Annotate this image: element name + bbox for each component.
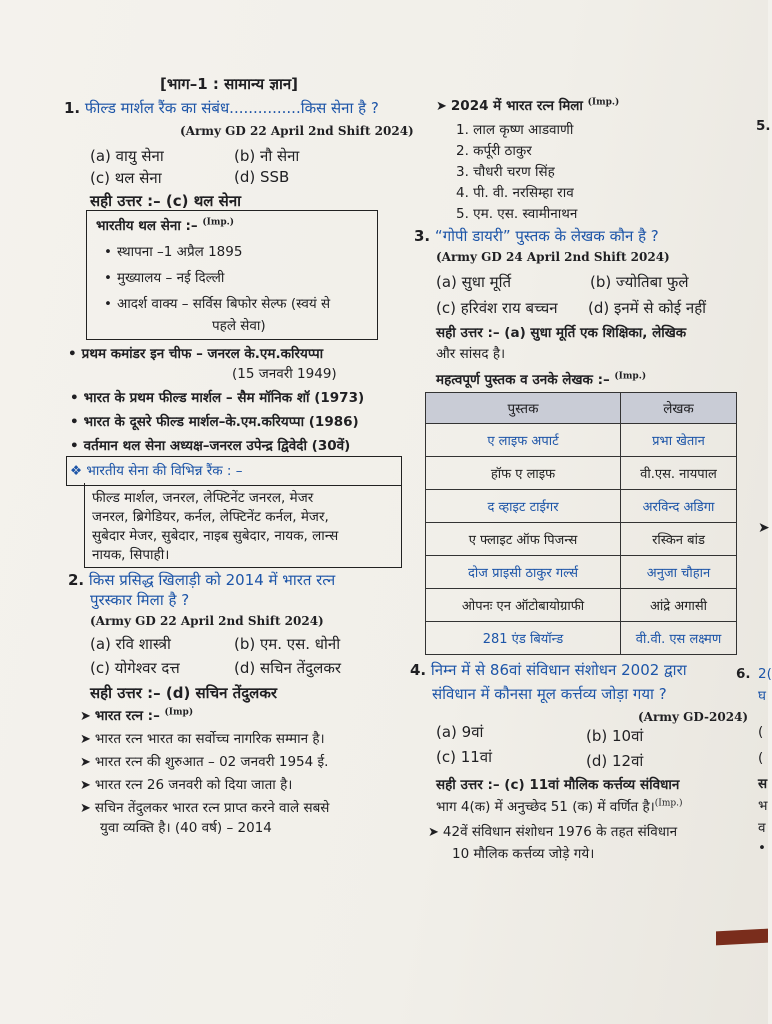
q4-option-b: (b) 10वां xyxy=(586,727,644,745)
q4-option-c: (c) 11वां xyxy=(436,748,493,766)
ranks-line: सुबेदार मेजर, सुबेदार, नाइब सुबेदार, नायक, लान्स xyxy=(92,528,339,544)
q2-answer: सही उत्तर :– (d) सचिन तेंदुलकर xyxy=(90,684,277,702)
army-box-title: भारतीय थल सेना :– $^{(Imp.)}$ xyxy=(96,217,235,234)
table-header-author: लेखक xyxy=(621,393,737,424)
question-2-text: किस प्रसिद्ध खिलाड़ी को 2014 में भारत रत्न xyxy=(88,571,336,589)
q1-option-d: (d) SSB xyxy=(234,168,290,186)
table-row xyxy=(426,490,737,523)
bharat-ratna-2024-item: 5. एम. एस. स्वामीनाथन xyxy=(456,206,578,222)
bharat-ratna-note: ➤ भारत रत्न 26 जनवरी को दिया जाता है। xyxy=(80,777,293,793)
author-cell: अनुजा चौहान xyxy=(621,556,737,589)
author-cell: प्रभा खेतान xyxy=(621,424,737,457)
next-column-fragment: 2( xyxy=(758,666,772,682)
torn-edge-decoration xyxy=(716,929,768,946)
question-4-text-cont: संविधान में कौनसा मूल कर्त्तव्य जोड़ा गया ? xyxy=(432,685,667,703)
q1-option-a: (a) वायु सेना xyxy=(90,147,164,165)
bharat-ratna-2024-item: 1. लाल कृष्ण आडवाणी xyxy=(456,122,574,138)
question-4: 4. निम्न में से 86वां संविधान संशोधन 2002 द्वारा xyxy=(410,661,687,679)
question-1-source: (Army GD 22 April 2nd Shift 2024) xyxy=(180,124,414,138)
next-column-fragment: व xyxy=(758,820,766,836)
bharat-ratna-2024-item: 2. कर्पूरी ठाकुर xyxy=(456,143,532,159)
q1-option-c: (c) थल सेना xyxy=(90,169,162,187)
books-table xyxy=(425,392,737,655)
table-row xyxy=(426,457,737,490)
q1-answer: सही उत्तर :– (c) थल सेना xyxy=(90,192,242,210)
question-2-source: (Army GD 22 April 2nd Shift 2024) xyxy=(90,614,324,628)
book-cell: ओपनः एन ऑटोबायोग्राफी xyxy=(426,589,621,622)
bharat-ratna-note: ➤ सचिन तेंदुलकर भारत रत्न प्राप्त करने वाले सबसे xyxy=(80,800,330,816)
author-cell: अरविन्द अडिगा xyxy=(621,490,737,523)
next-column-fragment: 5. xyxy=(756,118,771,134)
table-row xyxy=(426,556,737,589)
next-column-fragment: ( xyxy=(758,724,764,740)
question-2: 2. किस प्रसिद्ध खिलाड़ी को 2014 में भारत रत्न xyxy=(68,571,336,589)
army-fact: • भारत के दूसरे फील्ड मार्शल–के.एम.करियप्पा (1986) xyxy=(70,412,359,430)
army-box-item-cont: पहले सेवा) xyxy=(212,318,266,334)
next-column-fragment: ( xyxy=(758,750,764,766)
q4-note-cont: 10 मौलिक कर्त्तव्य जोड़े गये। xyxy=(452,846,595,862)
q4-answer-cont: भाग 4(क) में अनुच्छेद 51 (क) में वर्णित है।$^{(Imp.)}$ xyxy=(436,798,683,815)
next-column-arrow-icon: ➤ xyxy=(758,520,770,536)
q3-answer: सही उत्तर :– (a) सुधा मूर्ति एक शिक्षिका, लेखिक xyxy=(436,325,687,341)
bharat-ratna-2024-item: 4. पी. वी. नरसिम्हा राव xyxy=(456,185,574,201)
next-column-fragment: स xyxy=(758,776,768,792)
question-4-text: निम्न में से 86वां संविधान संशोधन 2002 द्वारा xyxy=(430,661,687,679)
author-cell: रस्किन बांड xyxy=(621,523,737,556)
army-fact: • वर्तमान थल सेना अध्यक्ष–जनरल उपेन्द्र द्विवेदी (30वें) xyxy=(70,436,350,454)
question-3-text: “गोपी डायरी” पुस्तक के लेखक कौन है ? xyxy=(434,227,659,245)
next-column-fragment: भ xyxy=(758,798,768,814)
army-box-item: • आदर्श वाक्य – सर्विस बिफोर सेल्फ (स्वयं से xyxy=(104,294,330,312)
bharat-ratna-2024-item: 3. चौधरी चरण सिंह xyxy=(456,164,555,180)
q2-option-d: (d) सचिन तेंदुलकर xyxy=(234,659,341,677)
book-cell: दोज प्राइसी ठाकुर गर्ल्स xyxy=(426,556,621,589)
books-table-title: महत्वपूर्ण पुस्तक व उनके लेखक :– $^{(Imp.)}$ xyxy=(436,371,647,388)
army-fact-cont: (15 जनवरी 1949) xyxy=(232,366,337,382)
ranks-line: नायक, सिपाही। xyxy=(92,547,170,563)
q2-option-a: (a) रवि शास्त्री xyxy=(90,635,171,653)
table-row xyxy=(426,424,737,457)
army-fact: • प्रथम कमांडर इन चीफ – जनरल के.एम.करियप्पा xyxy=(68,344,323,362)
ranks-line: जनरल, ब्रिगेडियर, कर्नल, लेफ्टिनेंट कर्नल, मेजर, xyxy=(92,509,329,525)
q4-option-d: (d) 12वां xyxy=(586,752,644,770)
question-3-source: (Army GD 24 April 2nd Shift 2024) xyxy=(436,250,670,264)
q2-option-c: (c) योगेश्वर दत्त xyxy=(90,659,180,677)
bharat-ratna-note-cont: युवा व्यक्ति है। (40 वर्ष) – 2014 xyxy=(100,820,272,836)
question-2-text-cont: पुरस्कार मिला है ? xyxy=(90,591,190,609)
bharat-ratna-2024-title: ➤ 2024 में भारत रत्न मिला $^{(Imp.)}$ xyxy=(436,97,620,114)
next-column-fragment: 6. xyxy=(736,666,751,682)
q3-option-b: (b) ज्योतिबा फुले xyxy=(590,273,689,291)
author-cell: वी.एस. नायपाल xyxy=(621,457,737,490)
bharat-ratna-notes-title: ➤ भारत रत्न :– $^{(Imp)}$ xyxy=(80,707,194,724)
q2-option-b: (b) एम. एस. धोनी xyxy=(234,635,341,653)
army-fact: • भारत के प्रथम फील्ड मार्शल – सैम मॉनिक शॉ (1973) xyxy=(70,388,364,406)
q4-answer: सही उत्तर :– (c) 11वां मौलिक कर्त्तव्य संविधान xyxy=(436,777,680,793)
q1-option-b: (b) नौ सेना xyxy=(234,147,300,165)
next-column-fragment: घ xyxy=(758,688,766,704)
q4-option-a: (a) 9वां xyxy=(436,723,484,741)
table-header-row xyxy=(426,393,737,424)
book-cell: ए लाइफ अपार्ट xyxy=(426,424,621,457)
bharat-ratna-note: ➤ भारत रत्न की शुरुआत – 02 जनवरी 1954 ई. xyxy=(80,754,329,770)
army-box-item: • स्थापना –1 अप्रैल 1895 xyxy=(104,242,242,260)
army-box-item: • मुख्यालय – नई दिल्ली xyxy=(104,268,224,286)
bharat-ratna-note: ➤ भारत रत्न भारत का सर्वोच्च नागरिक सम्मान है। xyxy=(80,731,325,747)
q4-note: ➤ 42वें संविधान संशोधन 1976 के तहत संविधान xyxy=(428,824,678,840)
q3-answer-cont: और सांसद है। xyxy=(436,346,506,362)
ranks-line: फील्ड मार्शल, जनरल, लेफ्टिनेंट जनरल, मेजर xyxy=(92,490,314,506)
question-4-source: (Army GD-2024) xyxy=(638,710,749,724)
book-cell: 281 एंड बियॉन्ड xyxy=(426,622,621,655)
table-header-book: पुस्तक xyxy=(426,393,621,424)
book-cell: हॉफ ए लाइफ xyxy=(426,457,621,490)
q3-option-a: (a) सुधा मूर्ति xyxy=(436,273,512,291)
table-row xyxy=(426,589,737,622)
author-cell: आंद्रे अगासी xyxy=(621,589,737,622)
book-cell: ए फ्लाइट ऑफ पिजन्स xyxy=(426,523,621,556)
author-cell: वी.वी. एस लक्ष्मण xyxy=(621,622,737,655)
table-row xyxy=(426,622,737,655)
question-3: 3. “गोपी डायरी” पुस्तक के लेखक कौन है ? xyxy=(414,227,659,245)
q3-option-c: (c) हरिवंश राय बच्चन xyxy=(436,299,558,317)
ranks-title: ❖ भारतीय सेना की विभिन्न रैंक : – xyxy=(70,463,243,479)
q3-option-d: (d) इनमें से कोई नहीं xyxy=(588,299,707,317)
next-column-fragment: • xyxy=(758,840,766,856)
table-row xyxy=(426,523,737,556)
book-cell: द व्हाइट टाईगर xyxy=(426,490,621,523)
question-1-text: फील्ड मार्शल रैंक का संबंध...............किस सेना है ? xyxy=(84,99,379,117)
question-1: 1. फील्ड मार्शल रैंक का संबंध...............किस सेना है ? xyxy=(64,99,379,117)
section-header: [भाग–1 : सामान्य ज्ञान] xyxy=(160,75,299,93)
